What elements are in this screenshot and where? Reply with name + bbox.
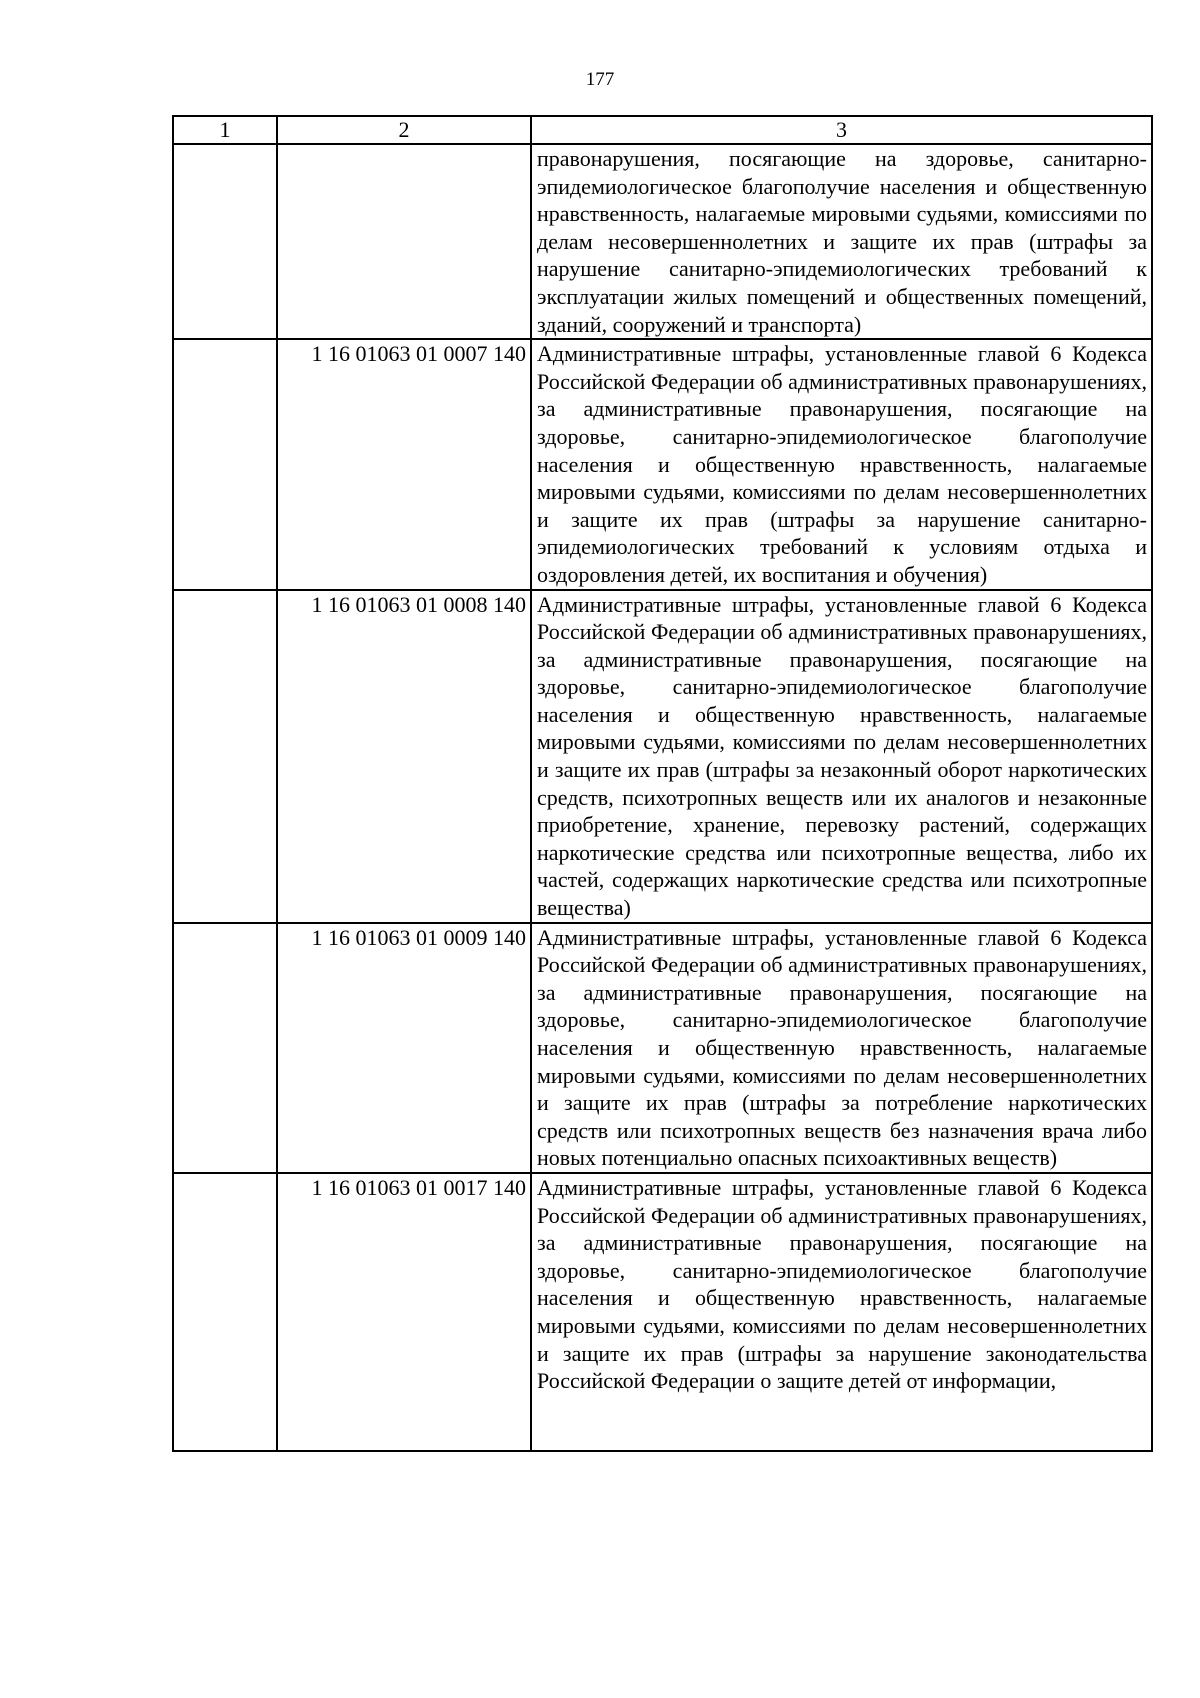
table-cell-col1 xyxy=(173,144,277,339)
column-header-2: 2 xyxy=(277,116,531,144)
revenue-description: Административные штрафы, установленные главой 6 Кодекса Российской Федерации об административных правонарушениях, за административные правонарушения, посягающие на здоровье, санитарно-эпидемиологическое благополучие населения и общественную нравственность, налагаемые мировыми судьями, комиссиями по делам несовершеннолетних и защите их прав (штрафы за нарушение санитарно-эпидемиологических требований к условиям отдыха и оздоровления детей, их воспитания и обучения) xyxy=(531,339,1152,589)
table-row xyxy=(173,923,1152,1173)
revenue-description: Административные штрафы, установленные главой 6 Кодекса Российской Федерации об административных правонарушениях, за административные правонарушения, посягающие на здоровье, санитарно-эпидемиологическое благополучие населения и общественную нравственность, налагаемые мировыми судьями, комиссиями по делам несовершеннолетних и защите их прав (штрафы за нарушение законодательства Российской Федерации о защите детей от информации, xyxy=(531,1173,1152,1451)
table-row xyxy=(173,144,1152,339)
budget-classification-code xyxy=(277,144,531,339)
budget-code-table xyxy=(172,115,1153,1452)
table-row xyxy=(173,1173,1152,1451)
table-cell-col1 xyxy=(173,590,277,923)
table-header-row xyxy=(173,116,1152,144)
budget-classification-code: 1 16 01063 01 0007 140 xyxy=(277,339,531,589)
table-row xyxy=(173,590,1152,923)
revenue-description: Административные штрафы, установленные главой 6 Кодекса Российской Федерации об административных правонарушениях, за административные правонарушения, посягающие на здоровье, санитарно-эпидемиологическое благополучие населения и общественную нравственность, налагаемые мировыми судьями, комиссиями по делам несовершеннолетних и защите их прав (штрафы за потребление наркотических средств или психотропных веществ без назначения врача либо новых потенциально опасных психоактивных веществ) xyxy=(531,923,1152,1173)
budget-classification-code: 1 16 01063 01 0009 140 xyxy=(277,923,531,1173)
column-header-3: 3 xyxy=(531,116,1152,144)
revenue-description: Административные штрафы, установленные главой 6 Кодекса Российской Федерации об административных правонарушениях, за административные правонарушения, посягающие на здоровье, санитарно-эпидемиологическое благополучие населения и общественную нравственность, налагаемые мировыми судьями, комиссиями по делам несовершеннолетних и защите их прав (штрафы за незаконный оборот наркотических средств, психотропных веществ или их аналогов и незаконные приобретение, хранение, перевозку растений, содержащих наркотические средства или психотропные вещества, либо их частей, содержащих наркотические средства или психотропные вещества) xyxy=(531,590,1152,923)
revenue-description: правонарушения, посягающие на здоровье, санитарно-эпидемиологическое благополучие населения и общественную нравственность, налагаемые мировыми судьями, комиссиями по делам несовершеннолетних и защите их прав (штрафы за нарушение санитарно-эпидемиологических требований к эксплуатации жилых помещений и общественных помещений, зданий, сооружений и транспорта) xyxy=(531,144,1152,339)
table-cell-col1 xyxy=(173,339,277,589)
budget-classification-code: 1 16 01063 01 0008 140 xyxy=(277,590,531,923)
table-cell-col1 xyxy=(173,923,277,1173)
column-header-1: 1 xyxy=(173,116,277,144)
table-row xyxy=(173,339,1152,589)
budget-classification-code: 1 16 01063 01 0017 140 xyxy=(277,1173,531,1451)
table-cell-col1 xyxy=(173,1173,277,1451)
page-number: 177 xyxy=(585,69,615,90)
